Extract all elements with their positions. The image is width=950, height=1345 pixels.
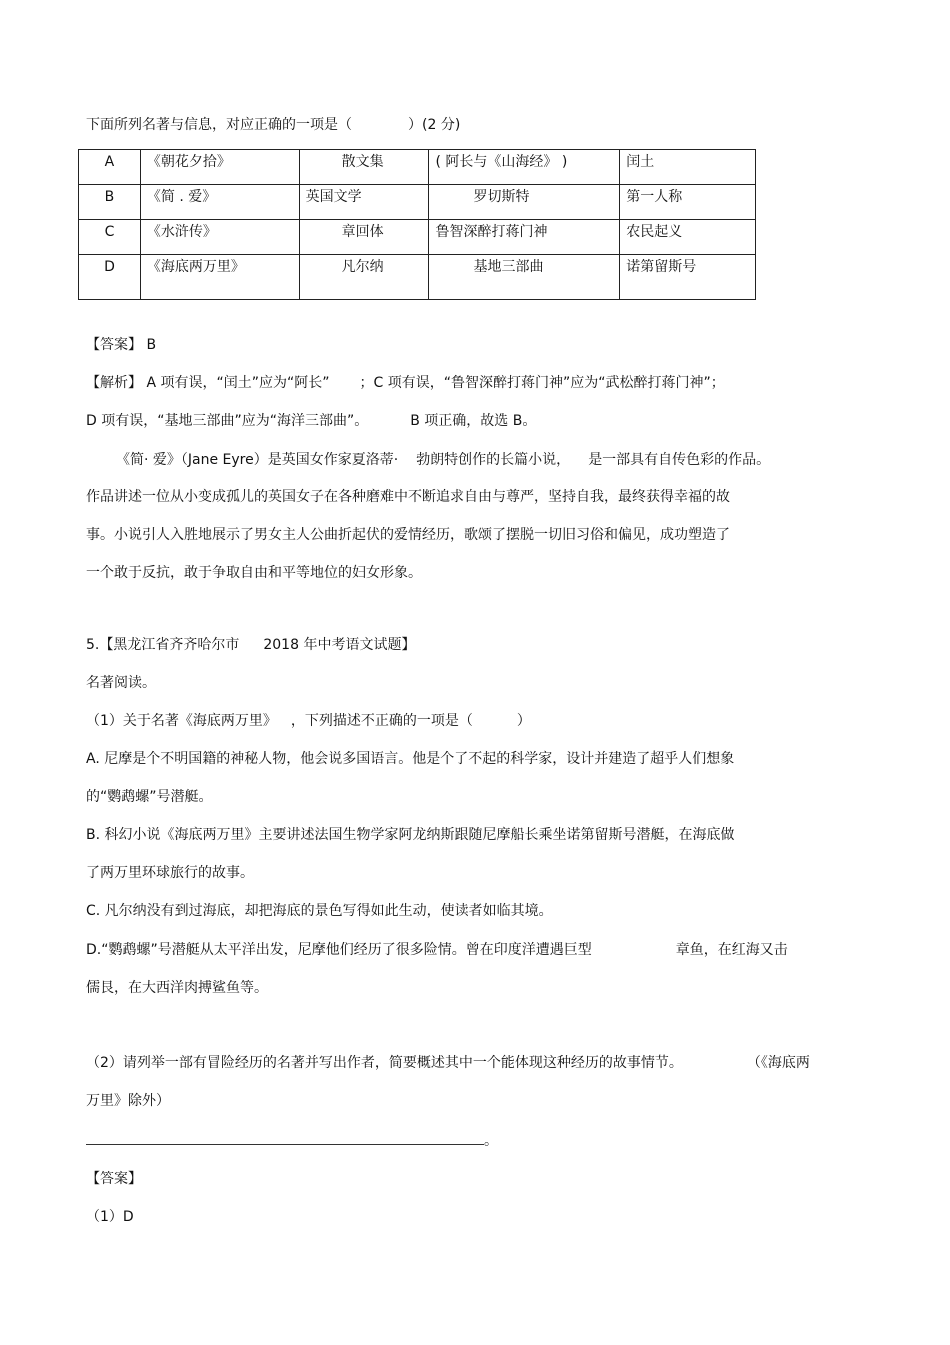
table-row [79,150,756,185]
jane-eyre-paragraph-line-2: 作品讲述一位从小变成孤儿的英国女子在各种磨难中不断追求自由与尊严，坚持自我，最终获得幸福的故 [86,489,730,505]
option-letter: D [79,255,141,300]
table-row [79,185,756,220]
book-info: 罗切斯特 [429,185,620,220]
book-info: 英国文学 [299,185,429,220]
q5-answer-1: （1）D [86,1209,134,1225]
q5-sub2-line-2: 万里》除外） [86,1093,170,1109]
q5-sub2-line-1: （2）请列举一部有冒险经历的名著并写出作者，简要概述其中一个能体现这种经历的故事情节。 （《海底两 [86,1055,810,1071]
book-title: 《海底两万里》 [140,255,299,300]
q5-option-b-line-1: B. 科幻小说《海底两万里》主要讲述法国生物学家阿龙纳斯跟随尼摩船长乘坐诺第留斯号潜艇，在海底做 [86,827,735,843]
book-info: 散文集 [299,150,429,185]
option-letter: C [79,220,141,255]
book-info: 鲁智深醉打蒋门神 [429,220,620,255]
q4-options-table [78,149,756,300]
book-info: 诺第留斯号 [620,255,756,300]
book-info: 农民起义 [620,220,756,255]
answer-blank-line [86,1132,484,1145]
q4-stem: 下面所列名著与信息，对应正确的一项是（ ）(2 分) [86,117,461,133]
option-letter: B [79,185,141,220]
book-info: 闰土 [620,150,756,185]
jane-eyre-paragraph-line-1: 《简· 爱》（Jane Eyre）是英国女作家夏洛蒂· 勃朗特创作的长篇小说， 是一部具有自传色彩的作品。 [116,452,771,468]
option-letter: A [79,150,141,185]
book-info: ( 阿长与《山海经》 ) [429,150,620,185]
book-info: 章回体 [299,220,429,255]
q5-option-d-line-2: 儒艮，在大西洋肉搏鲨鱼等。 [86,980,268,996]
q5-intro: 名著阅读。 [86,675,156,691]
q4-answer: 【答案】 B [86,337,157,353]
q4-analysis-line-1: 【解析】 A 项有误，“闰土”应为“阿长” ；C 项有误，“鲁智深醉打蒋门神”应为“武松醉打蒋门神”； [86,375,725,391]
q5-option-d-line-1: D.“鹦鹉螺”号潜艇从太平洋出发，尼摩他们经历了很多险情。曾在印度洋遭遇巨型 章鱼，在红海又击 [86,942,788,958]
q4-analysis-line-2: D 项有误，“基地三部曲”应为“海洋三部曲”。 B 项正确，故选 B。 [86,413,537,429]
jane-eyre-paragraph-line-4: 一个敢于反抗，敢于争取自由和平等地位的妇女形象。 [86,565,422,581]
book-title: 《朝花夕拾》 [140,150,299,185]
table-row [79,255,756,300]
book-info: 凡尔纳 [299,255,429,300]
book-info: 基地三部曲 [429,255,620,300]
jane-eyre-paragraph-line-3: 事。小说引人入胜地展示了男女主人公曲折起伏的爱情经历，歌颂了摆脱一切旧习俗和偏见，成功塑造了 [86,527,730,543]
q5-sub1: （1）关于名著《海底两万里》 ，下列描述不正确的一项是（ ） [86,713,531,729]
table-row [79,220,756,255]
q5-answer-label: 【答案】 [86,1171,142,1187]
q5-option-b-line-2: 了两万里环球旅行的故事。 [86,865,254,881]
q5-answer-blank: 。 [86,1131,498,1151]
q5-option-c: C. 凡尔纳没有到过海底，却把海底的景色写得如此生动，使读者如临其境。 [86,903,553,919]
q5-option-a-line-1: A. 尼摩是个不明国籍的神秘人物，他会说多国语言。他是个了不起的科学家，设计并建造了超乎人们想象 [86,751,735,767]
book-info: 第一人称 [620,185,756,220]
book-title: 《简 . 爱》 [140,185,299,220]
q5-option-a-line-2: 的“鹦鹉螺”号潜艇。 [86,789,213,805]
q5-title: 5.【黑龙江省齐齐哈尔市 2018 年中考语文试题】 [86,637,416,653]
book-title: 《水浒传》 [140,220,299,255]
